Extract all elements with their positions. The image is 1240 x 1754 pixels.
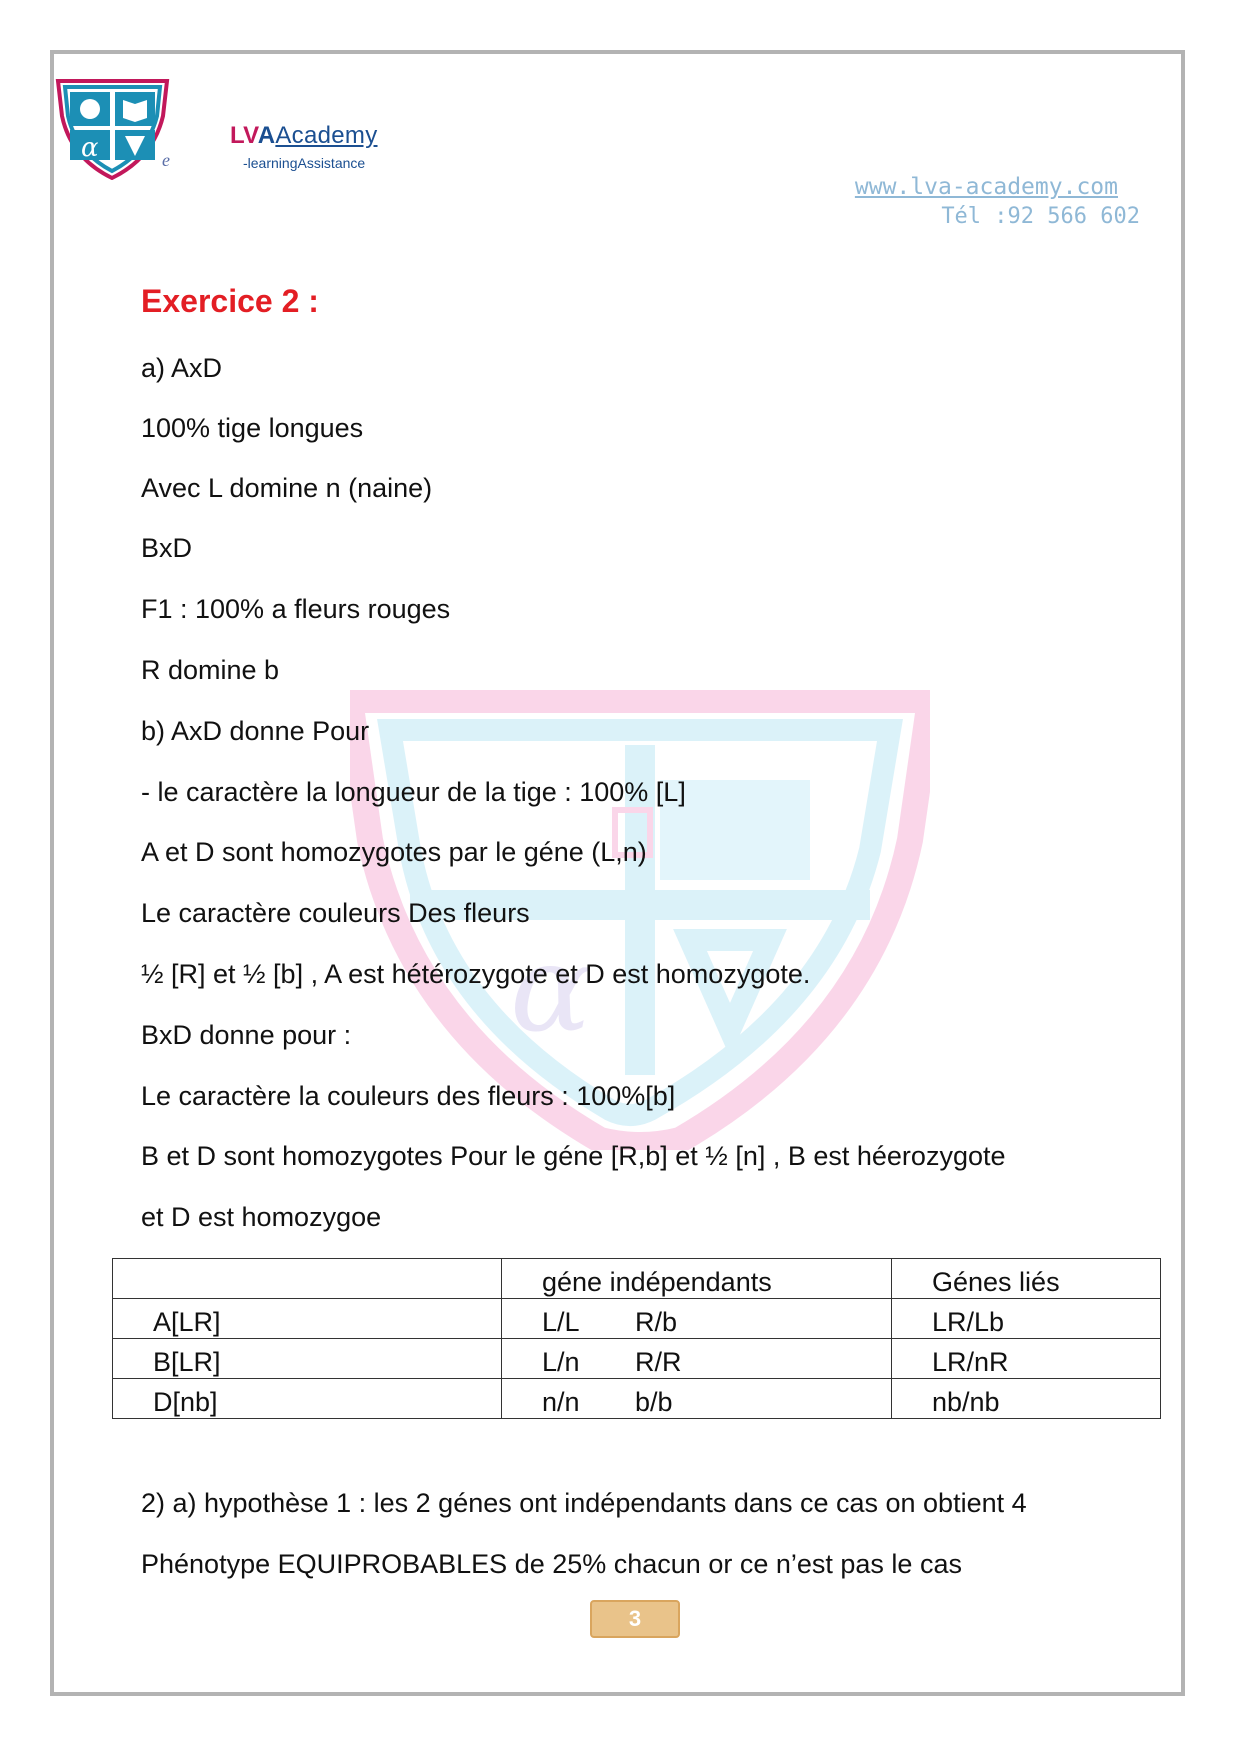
gene2-genotype: R/b	[635, 1307, 678, 1337]
logo-letter: e	[162, 150, 170, 170]
body-line: Le caractère couleurs Des fleurs	[141, 898, 530, 928]
svg-text:α: α	[510, 920, 592, 1059]
svg-text:α: α	[81, 133, 99, 163]
body-line: Phénotype EQUIPROBABLES de 25% chacun or ce n’est pas le cas	[141, 1549, 962, 1579]
independent-genes-cell	[502, 1339, 892, 1379]
body-line: 100% tige longues	[141, 413, 364, 443]
linked-genes-cell: nb/nb	[892, 1379, 1161, 1419]
website-link[interactable]: www.lva-academy.com	[854, 174, 1118, 200]
genotype-table	[112, 1258, 1161, 1419]
phenotype-cell: A[LR]	[113, 1299, 502, 1339]
brand-lv: LV	[230, 122, 258, 149]
table-row	[113, 1299, 1161, 1339]
table-row	[113, 1339, 1161, 1379]
table-header-cell: Génes liés	[892, 1259, 1161, 1299]
body-line: 2) a) hypothèse 1 : les 2 génes ont indépendants dans ce cas on obtient 4	[141, 1488, 1027, 1518]
body-line: ½ [R] et ½ [b] , A est hétérozygote et D est homozygote.	[141, 959, 811, 989]
phone-number: Tél :92 566 602	[941, 204, 1140, 229]
body-line: BxD	[141, 533, 193, 563]
body-line: A et D sont homozygotes par le géne (L,n)	[141, 837, 647, 867]
phenotype-cell: D[nb]	[113, 1379, 502, 1419]
table-row	[113, 1379, 1161, 1419]
table-header-row	[113, 1259, 1161, 1299]
linked-genes-cell: LR/nR	[892, 1339, 1161, 1379]
brand-academy: Academy	[275, 122, 378, 149]
gene1-genotype: L/L	[542, 1307, 580, 1337]
gene2-genotype: R/R	[635, 1347, 682, 1377]
page-number-badge: 3	[590, 1600, 680, 1638]
body-line: F1 : 100% a fleurs rouges	[141, 594, 451, 624]
brand-name	[230, 122, 378, 150]
body-line: Avec L domine n (naine)	[141, 473, 433, 503]
exercise-title: Exercice 2 :	[141, 283, 319, 319]
independent-genes-cell	[502, 1299, 892, 1339]
gene2-genotype: b/b	[635, 1387, 673, 1417]
body-line: R domine b	[141, 655, 280, 685]
lva-academy-logo	[55, 78, 170, 180]
body-line: BxD donne pour :	[141, 1020, 352, 1050]
linked-genes-cell: LR/Lb	[892, 1299, 1161, 1339]
body-line: a) AxD	[141, 353, 223, 383]
independent-genes-cell	[502, 1379, 892, 1419]
brand-subtitle: -learningAssistance	[243, 155, 366, 171]
gene1-genotype: n/n	[542, 1387, 580, 1417]
brand-a: A	[257, 122, 276, 149]
body-line: B et D sont homozygotes Pour le géne [R,b] et ½ [n] , B est héerozygote	[141, 1141, 1006, 1171]
phenotype-cell: B[LR]	[113, 1339, 502, 1379]
table-header-cell	[113, 1259, 502, 1299]
gene1-genotype: L/n	[542, 1347, 580, 1377]
body-line: b) AxD donne Pour	[141, 716, 370, 746]
body-line: Le caractère la couleurs des fleurs : 100%[b]	[141, 1081, 676, 1111]
table-header-cell: géne indépendants	[502, 1259, 892, 1299]
body-line: - le caractère la longueur de la tige : 100% [L]	[141, 777, 686, 807]
body-line: et D est homozygoe	[141, 1202, 382, 1232]
